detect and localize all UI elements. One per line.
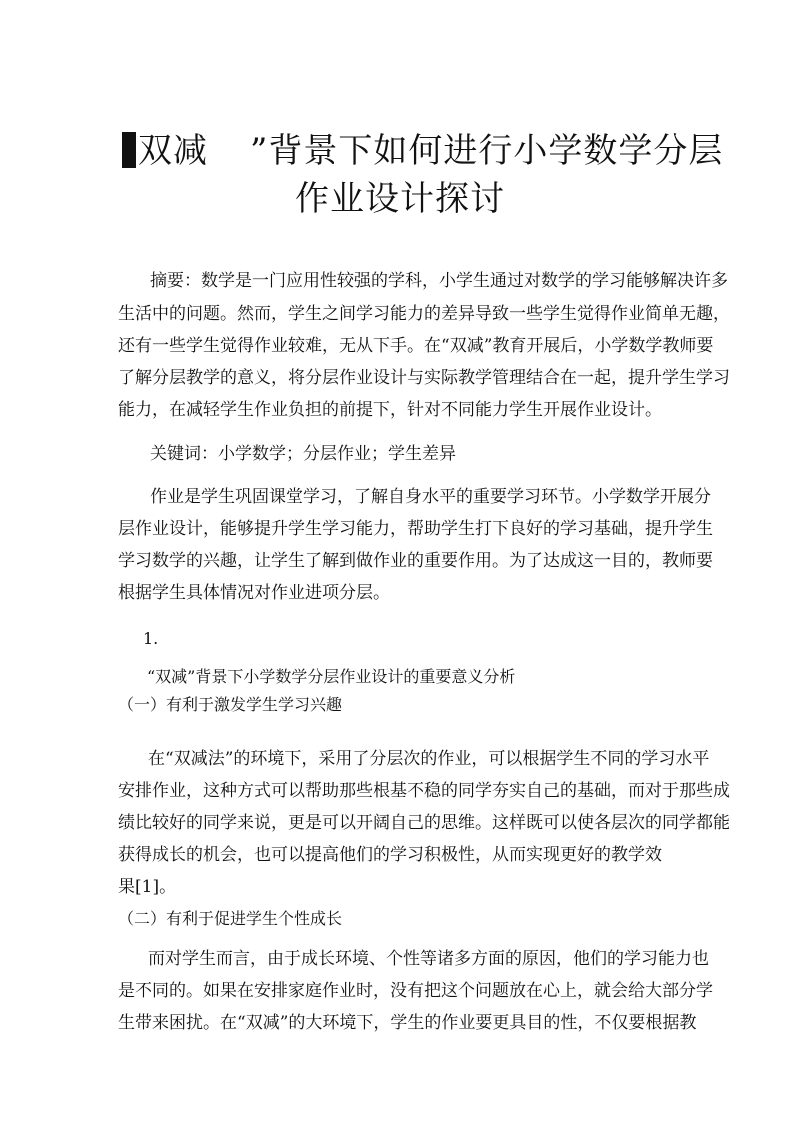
- abstract-line: 生活中的问题。然而，学生之间学习能力的差异导致一些学生觉得作业简单无趣，: [118, 304, 730, 324]
- abstract-line: 还有一些学生觉得作业较难，无从下手。在“双减”教育开展后，小学数学教师要: [118, 336, 714, 356]
- sub2-line: 而对学生而言，由于成长环境、个性等诸多方面的原因，他们的学习能力也: [148, 949, 709, 969]
- abstract-line: 能力，在减轻学生作业负担的前提下，针对不同能力学生开展作业设计。: [118, 400, 662, 420]
- keywords: 关键词：小学数学；分层作业；学生差异: [150, 444, 456, 464]
- subsection-heading: （二）有利于促进学生个性成长: [118, 909, 343, 928]
- section-heading: “双减”背景下小学数学分层作业设计的重要意义分析: [147, 667, 516, 686]
- sub1-line: 绩比较好的同学来说，更是可以开阔自己的思维。这样既可以使各层次的同学都能: [118, 813, 730, 833]
- subsection-heading: （一）有利于激发学生学习兴趣: [118, 695, 343, 714]
- document-title-line1: [0, 131, 800, 171]
- document-title-line2: 作业设计探讨: [295, 179, 505, 219]
- abstract-line: 摘要：数学是一门应用性较强的学科，小学生通过对数学的学习能够解决许多: [150, 271, 728, 291]
- sub2-line: 是不同的。如果在安排家庭作业时，没有把这个问题放在心上，就会给大部分学: [118, 981, 713, 1001]
- title-part2: ”背景下如何进行小学数学分层: [250, 131, 724, 171]
- intro-line: 作业是学生巩固课堂学习，了解自身水平的重要学习环节。小学数学开展分: [150, 487, 711, 507]
- intro-line: 学习数学的兴趣，让学生了解到做作业的重要作用。为了达成这一目的，教师要: [118, 551, 713, 571]
- section-number: 1.: [143, 629, 159, 648]
- sub1-line: 果[1]。: [118, 877, 177, 897]
- sub2-line: 生带来困扰。在“双减”的大环境下，学生的作业要更具目的性，不仅要根据教: [118, 1013, 697, 1033]
- sub1-line: 安排作业，这种方式可以帮助那些根基不稳的同学夯实自己的基础，而对于那些成: [118, 781, 730, 801]
- black-block-mark: [122, 132, 136, 168]
- title-part1: 双减: [138, 131, 208, 171]
- sub1-line: 获得成长的机会，也可以提高他们的学习积极性，从而实现更好的教学效: [118, 845, 662, 865]
- sub1-line: 在“双减法”的环境下，采用了分层次的作业，可以根据学生不同的学习水平: [148, 749, 710, 769]
- intro-line: 层作业设计，能够提升学生学习能力，帮助学生打下良好的学习基础，提升学生: [118, 519, 713, 539]
- intro-line: 根据学生具体情况对作业进项分层。: [118, 583, 390, 603]
- abstract-line: 了解分层教学的意义，将分层作业设计与实际教学管理结合在一起，提升学生学习: [118, 368, 730, 388]
